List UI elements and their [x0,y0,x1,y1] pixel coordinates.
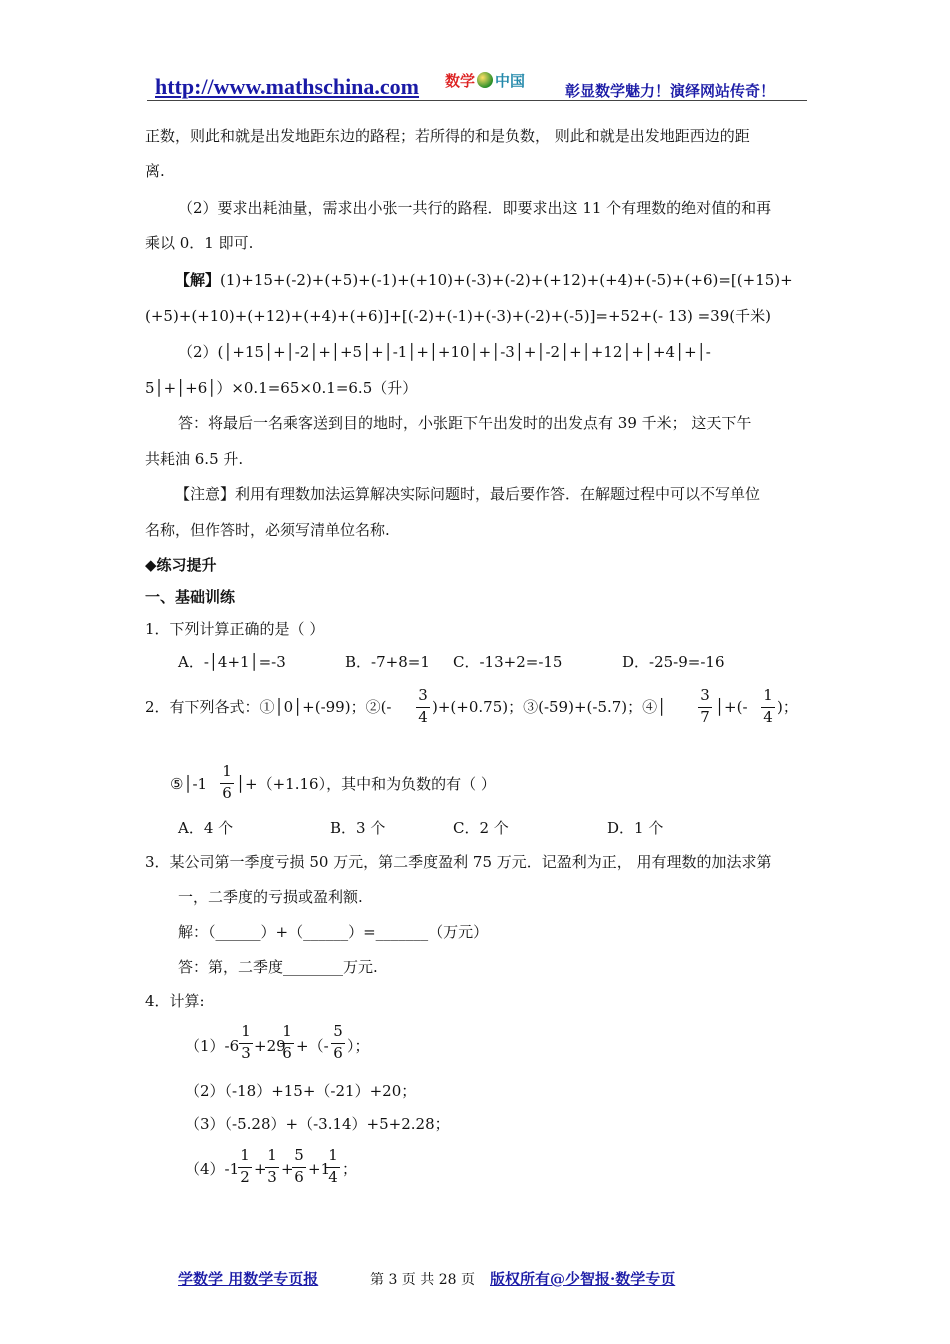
denominator: 6 [222,784,232,802]
q4-part2: （2）（-18）+15+（-21）+20； [185,1082,417,1100]
note-line-2: 名称，但作答时，必须写清单位名称. [145,521,390,539]
numerator: 5 [294,1146,304,1164]
q2-text-f: │+（+1.16），其中和为负数的有（ ） [236,775,496,793]
q2-text-d: )； [777,698,798,716]
numerator: 1 [240,1146,250,1164]
q2-text-c: │+(- [715,698,748,716]
fraction-1-3-b [265,1146,279,1186]
q4-part1-b: +29 [254,1037,286,1055]
numerator: 1 [763,686,773,704]
numerator: 1 [241,1022,251,1040]
q2-option-b: B．3 个 [330,819,386,837]
body-line-1: 正数，则此和就是出发地距东边的路程；若所得的和是负数， 则此和就是出发地距西边的距 [145,127,750,145]
q2-option-c: C．2 个 [453,819,509,837]
fraction-1-4-b [326,1146,340,1186]
solution-text-1: (1)+15+(-2)+(+5)+(-1)+(+10)+(-3)+(-2)+(+12)+(+4)+(-5)+(+6)=[(+15)+ [220,271,793,289]
q4-part3: （3）（-5.28）+（-3.14）+5+2.28； [185,1115,450,1133]
denominator: 7 [700,708,710,726]
answer-line-2: 共耗油 6.5 升. [145,450,244,468]
numerator: 1 [267,1146,277,1164]
question-3-solution: 解：（______）+（______）=_______（万元） [178,923,489,941]
q2-text-a: 2．有下列各式：①│0│+(-99)；②(- [145,698,392,716]
fraction-5-6-b [292,1146,306,1186]
fraction-1-3 [239,1022,253,1062]
fraction-1-6 [220,762,234,802]
denominator: 4 [418,708,428,726]
solution-line-3: （2）(│+15│+│-2│+│+5│+│-1│+│+10│+│-3│+│-2│+│+12│+│+4│+│- [178,343,711,361]
question-1: 1．下列计算正确的是（ ） [145,620,325,638]
q2-text-e: ⑤│-1 [170,775,208,793]
denominator: 6 [333,1044,343,1062]
numerator: 1 [328,1146,338,1164]
fraction-1-4 [761,686,775,726]
q4-part1-a: （1）-6 [185,1037,240,1055]
fraction-3-7 [698,686,712,726]
question-4: 4．计算: [145,992,205,1010]
numerator: 1 [222,762,232,780]
solution-line-2: (+5)+(+10)+(+12)+(+4)+(+6)]+[(-2)+(-1)+(-3)+(-2)+(-5)]=+52+(- 13) =39(千米) [145,307,771,325]
q4-part4-e: ； [342,1160,358,1178]
q1-option-b: B．-7+8=1 [345,653,430,671]
numerator: 3 [418,686,428,704]
logo-text-2: 中国 [495,71,526,90]
header-slogan: 彰显数学魅力！演绎网站传奇！ [565,82,776,100]
answer-line-1: 答：将最后一名乘客送到目的地时，小张距下午出发时的出发点有 39 千米； 这天下午 [178,414,752,432]
question-3-line-2: 一，二季度的亏损或盈利额. [178,888,363,906]
denominator: 2 [240,1168,250,1186]
denominator: 3 [241,1044,251,1062]
question-3-answer: 答：第，二季度________万元. [178,958,378,976]
numerator: 1 [282,1022,292,1040]
q4-part4-a: （4）-1 [185,1160,240,1178]
denominator: 6 [282,1044,292,1062]
numerator: 3 [700,686,710,704]
q4-part4-b: + [254,1160,267,1178]
q1-option-c: C．-13+2=-15 [453,653,563,671]
q4-part4-d: +1 [308,1160,331,1178]
practice-heading: ◆练习提升 [145,556,217,574]
body-line-4: 乘以 0．1 即可. [145,234,254,252]
denominator: 4 [328,1168,338,1186]
footer-left-link[interactable]: 学数学 用数学专页报 [178,1270,319,1288]
q4-part4-c: + [281,1160,294,1178]
solution-tag: 【解】 [175,271,221,289]
fraction-1-6-b [280,1022,294,1062]
body-line-3: （2）要求出耗油量，需求出小张一共行的路程．即要求出这 11 个有理数的绝对值的和再 [178,199,772,217]
q2-text-b: )+(+0.75)；③(-59)+(-5.7)；④│ [432,698,667,716]
fraction-3-4 [416,686,430,726]
solution-line-4: 5│+│+6│）×0.1=65×0.1=6.5（升） [145,379,418,397]
q2-option-d: D．1 个 [607,819,664,837]
numerator: 5 [333,1022,343,1040]
question-3-line-1: 3．某公司第一季度亏损 50 万元，第二季度盈利 75 万元．记盈利为正， 用有理数的加法求第 [145,853,772,871]
footer-page-number: 第 3 页 共 28 页 [370,1272,475,1288]
header-divider [147,100,807,101]
logo-text-1: 数学 [445,71,476,90]
solution-line-1 [175,270,793,290]
section-basic-training: 一、基础训练 [145,588,236,606]
q4-part1-d: ）； [347,1037,370,1055]
denominator: 6 [294,1168,304,1186]
mathschina-logo [445,68,545,92]
denominator: 4 [763,708,773,726]
header-url[interactable]: http://www.mathschina.com [155,74,420,99]
denominator: 3 [267,1168,277,1186]
footer-right-link[interactable]: 版权所有@少智报·数学专页 [490,1270,676,1288]
body-line-2: 离. [145,162,165,180]
fraction-5-6 [331,1022,345,1062]
q1-option-a: A．-│4+1│=-3 [178,653,286,671]
q2-option-a: A．4 个 [178,819,234,837]
note-line-1: 【注意】利用有理数加法运算解决实际问题时，最后要作答．在解题过程中可以不写单位 [175,485,761,503]
globe-icon [477,72,493,88]
q4-part1-c: +（- [296,1037,329,1055]
q1-option-d: D．-25-9=-16 [622,653,725,671]
fraction-1-2 [238,1146,252,1186]
